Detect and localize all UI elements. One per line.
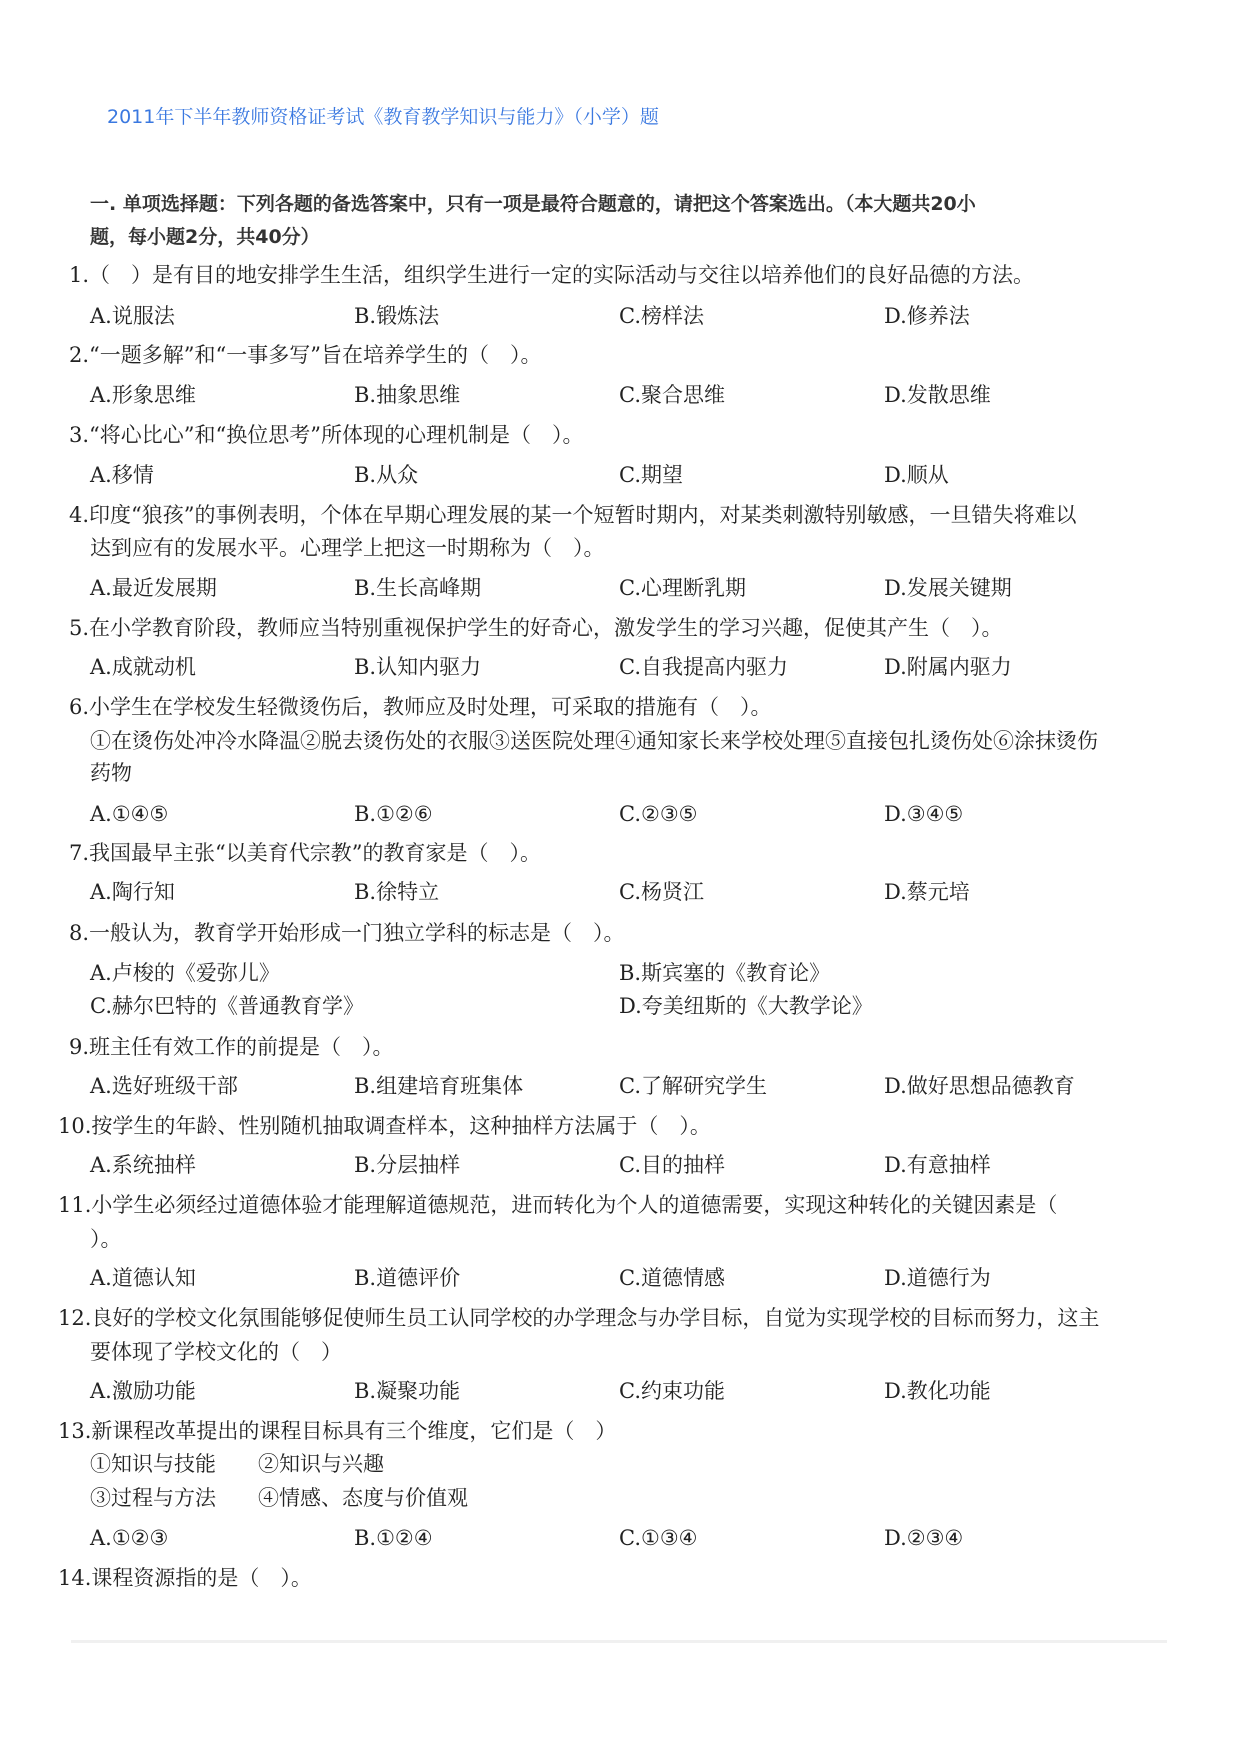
answer-option: A.移情 (90, 463, 154, 487)
answer-option: B.徐特立 (354, 880, 440, 904)
answer-option: C.①③④ (619, 1526, 698, 1550)
answer-option: A.卢梭的《爱弥儿》 (90, 961, 280, 985)
answer-option: A.最近发展期 (90, 576, 217, 600)
answer-option: C.自我提高内驱力 (619, 655, 788, 679)
answer-option: C.目的抽样 (619, 1153, 725, 1177)
answer-option: B.组建培育班集体 (354, 1074, 524, 1098)
answer-option: A.道德认知 (90, 1266, 196, 1290)
section-header-cont: 题，每小题2分，共40分） (90, 226, 320, 248)
answer-option: B.①②⑥ (354, 802, 433, 826)
question-stem: 13.新课程改革提出的课程目标具有三个维度，它们是（ ） (58, 1419, 617, 1443)
answer-option: A.说服法 (90, 304, 175, 328)
answer-option: D.有意抽样 (884, 1153, 991, 1177)
question-stem: 2.“一题多解”和“一事多写”旨在培养学生的（ ）。 (69, 343, 542, 367)
question-statement: 药物 (90, 761, 132, 785)
question-stem-cont: ）。 (90, 1227, 122, 1251)
question-stem: 5.在小学教育阶段，教师应当特别重视保护学生的好奇心，激发学生的学习兴趣，促使其产生（ ）。 (69, 616, 1003, 640)
question-stem: 14.课程资源指的是（ ）。 (58, 1566, 312, 1590)
answer-option: D.蔡元培 (884, 880, 970, 904)
answer-option: B.凝聚功能 (354, 1379, 461, 1403)
answer-option: D.发散思维 (884, 383, 991, 407)
answer-option: D.附属内驱力 (884, 655, 1012, 679)
answer-option: D.②③④ (884, 1526, 964, 1550)
answer-option: A.成就动机 (90, 655, 196, 679)
answer-option: C.聚合思维 (619, 383, 725, 407)
answer-option: D.道德行为 (884, 1266, 991, 1290)
answer-option: D.③④⑤ (884, 802, 964, 826)
answer-option: C.赫尔巴特的《普通教育学》 (90, 994, 364, 1018)
question-statement: ①在烫伤处冲冷水降温②脱去烫伤处的衣服③送医院处理④通知家长来学校处理⑤直接包扎烫伤处⑥涂抹烫伤 (90, 729, 1098, 753)
question-stem: 1.（ ）是有目的地安排学生生活，组织学生进行一定的实际活动与交往以培养他们的良好品德的方法。 (69, 263, 1035, 287)
question-stem: 6.小学生在学校发生轻微烫伤后，教师应及时处理，可采取的措施有（ ）。 (69, 695, 772, 719)
section-header: 一. 单项选择题：下列各题的备选答案中，只有一项是最符合题意的，请把这个答案选出。（本大题共20小 (90, 193, 976, 215)
question-stem: 7.我国最早主张“以美育代宗教”的教育家是（ ）。 (69, 841, 542, 865)
question-stem: 8.一般认为，教育学开始形成一门独立学科的标志是（ ）。 (69, 921, 625, 945)
answer-option: B.生长高峰期 (354, 576, 482, 600)
page-divider (71, 1640, 1167, 1643)
answer-option: A.形象思维 (90, 383, 196, 407)
answer-option: D.修养法 (884, 304, 970, 328)
answer-option: B.道德评价 (354, 1266, 461, 1290)
answer-option: C.期望 (619, 463, 683, 487)
question-stem: 12.良好的学校文化氛围能够促使师生员工认同学校的办学理念与办学目标，自觉为实现学校的目标而努力，这主 (58, 1306, 1100, 1330)
answer-option: A.①②③ (90, 1526, 169, 1550)
question-stem-cont: 要体现了学校文化的（ ） (90, 1340, 342, 1364)
answer-option: B.从众 (354, 463, 419, 487)
answer-option: B.斯宾塞的《教育论》 (619, 961, 831, 985)
answer-option: A.激励功能 (90, 1379, 196, 1403)
question-stem-cont: 达到应有的发展水平。心理学上把这一时期称为（ ）。 (90, 536, 605, 560)
answer-option: C.杨贤江 (619, 880, 704, 904)
question-stem: 10.按学生的年龄、性别随机抽取调查样本，这种抽样方法属于（ ）。 (58, 1114, 711, 1138)
question-stem: 3.“将心比心”和“换位思考”所体现的心理机制是（ ）。 (69, 423, 584, 447)
answer-option: D.发展关键期 (884, 576, 1012, 600)
answer-option: A.①④⑤ (90, 802, 169, 826)
document-title: 2011年下半年教师资格证考试《教育教学知识与能力》（小学）题 (107, 106, 659, 128)
answer-option: C.榜样法 (619, 304, 704, 328)
answer-option: B.抽象思维 (354, 383, 461, 407)
question-stem: 9.班主任有效工作的前提是（ ）。 (69, 1035, 394, 1059)
answer-option: B.分层抽样 (354, 1153, 461, 1177)
question-statement: ③过程与方法 ④情感、态度与价值观 (90, 1486, 468, 1510)
answer-option: B.认知内驱力 (354, 655, 482, 679)
answer-option: D.教化功能 (884, 1379, 991, 1403)
answer-option: C.约束功能 (619, 1379, 725, 1403)
answer-option: B.锻炼法 (354, 304, 440, 328)
answer-option: A.系统抽样 (90, 1153, 196, 1177)
answer-option: D.做好思想品德教育 (884, 1074, 1075, 1098)
answer-option: A.选好班级干部 (90, 1074, 238, 1098)
answer-option: C.②③⑤ (619, 802, 698, 826)
answer-option: D.顺从 (884, 463, 949, 487)
question-stem: 11.小学生必须经过道德体验才能理解道德规范，进而转化为个人的道德需要，实现这种转化的关键因素是（ (58, 1193, 1058, 1217)
answer-option: C.了解研究学生 (619, 1074, 767, 1098)
answer-option: C.心理断乳期 (619, 576, 746, 600)
answer-option: A.陶行知 (90, 880, 175, 904)
question-stem: 4.印度“狼孩”的事例表明，个体在早期心理发展的某一个短暂时期内，对某类刺激特别敏感，一旦错失将难以 (69, 503, 1077, 527)
answer-option: D.夸美纽斯的《大教学论》 (619, 994, 873, 1018)
question-statement: ①知识与技能 ②知识与兴趣 (90, 1452, 384, 1476)
answer-option: C.道德情感 (619, 1266, 725, 1290)
answer-option: B.①②④ (354, 1526, 433, 1550)
